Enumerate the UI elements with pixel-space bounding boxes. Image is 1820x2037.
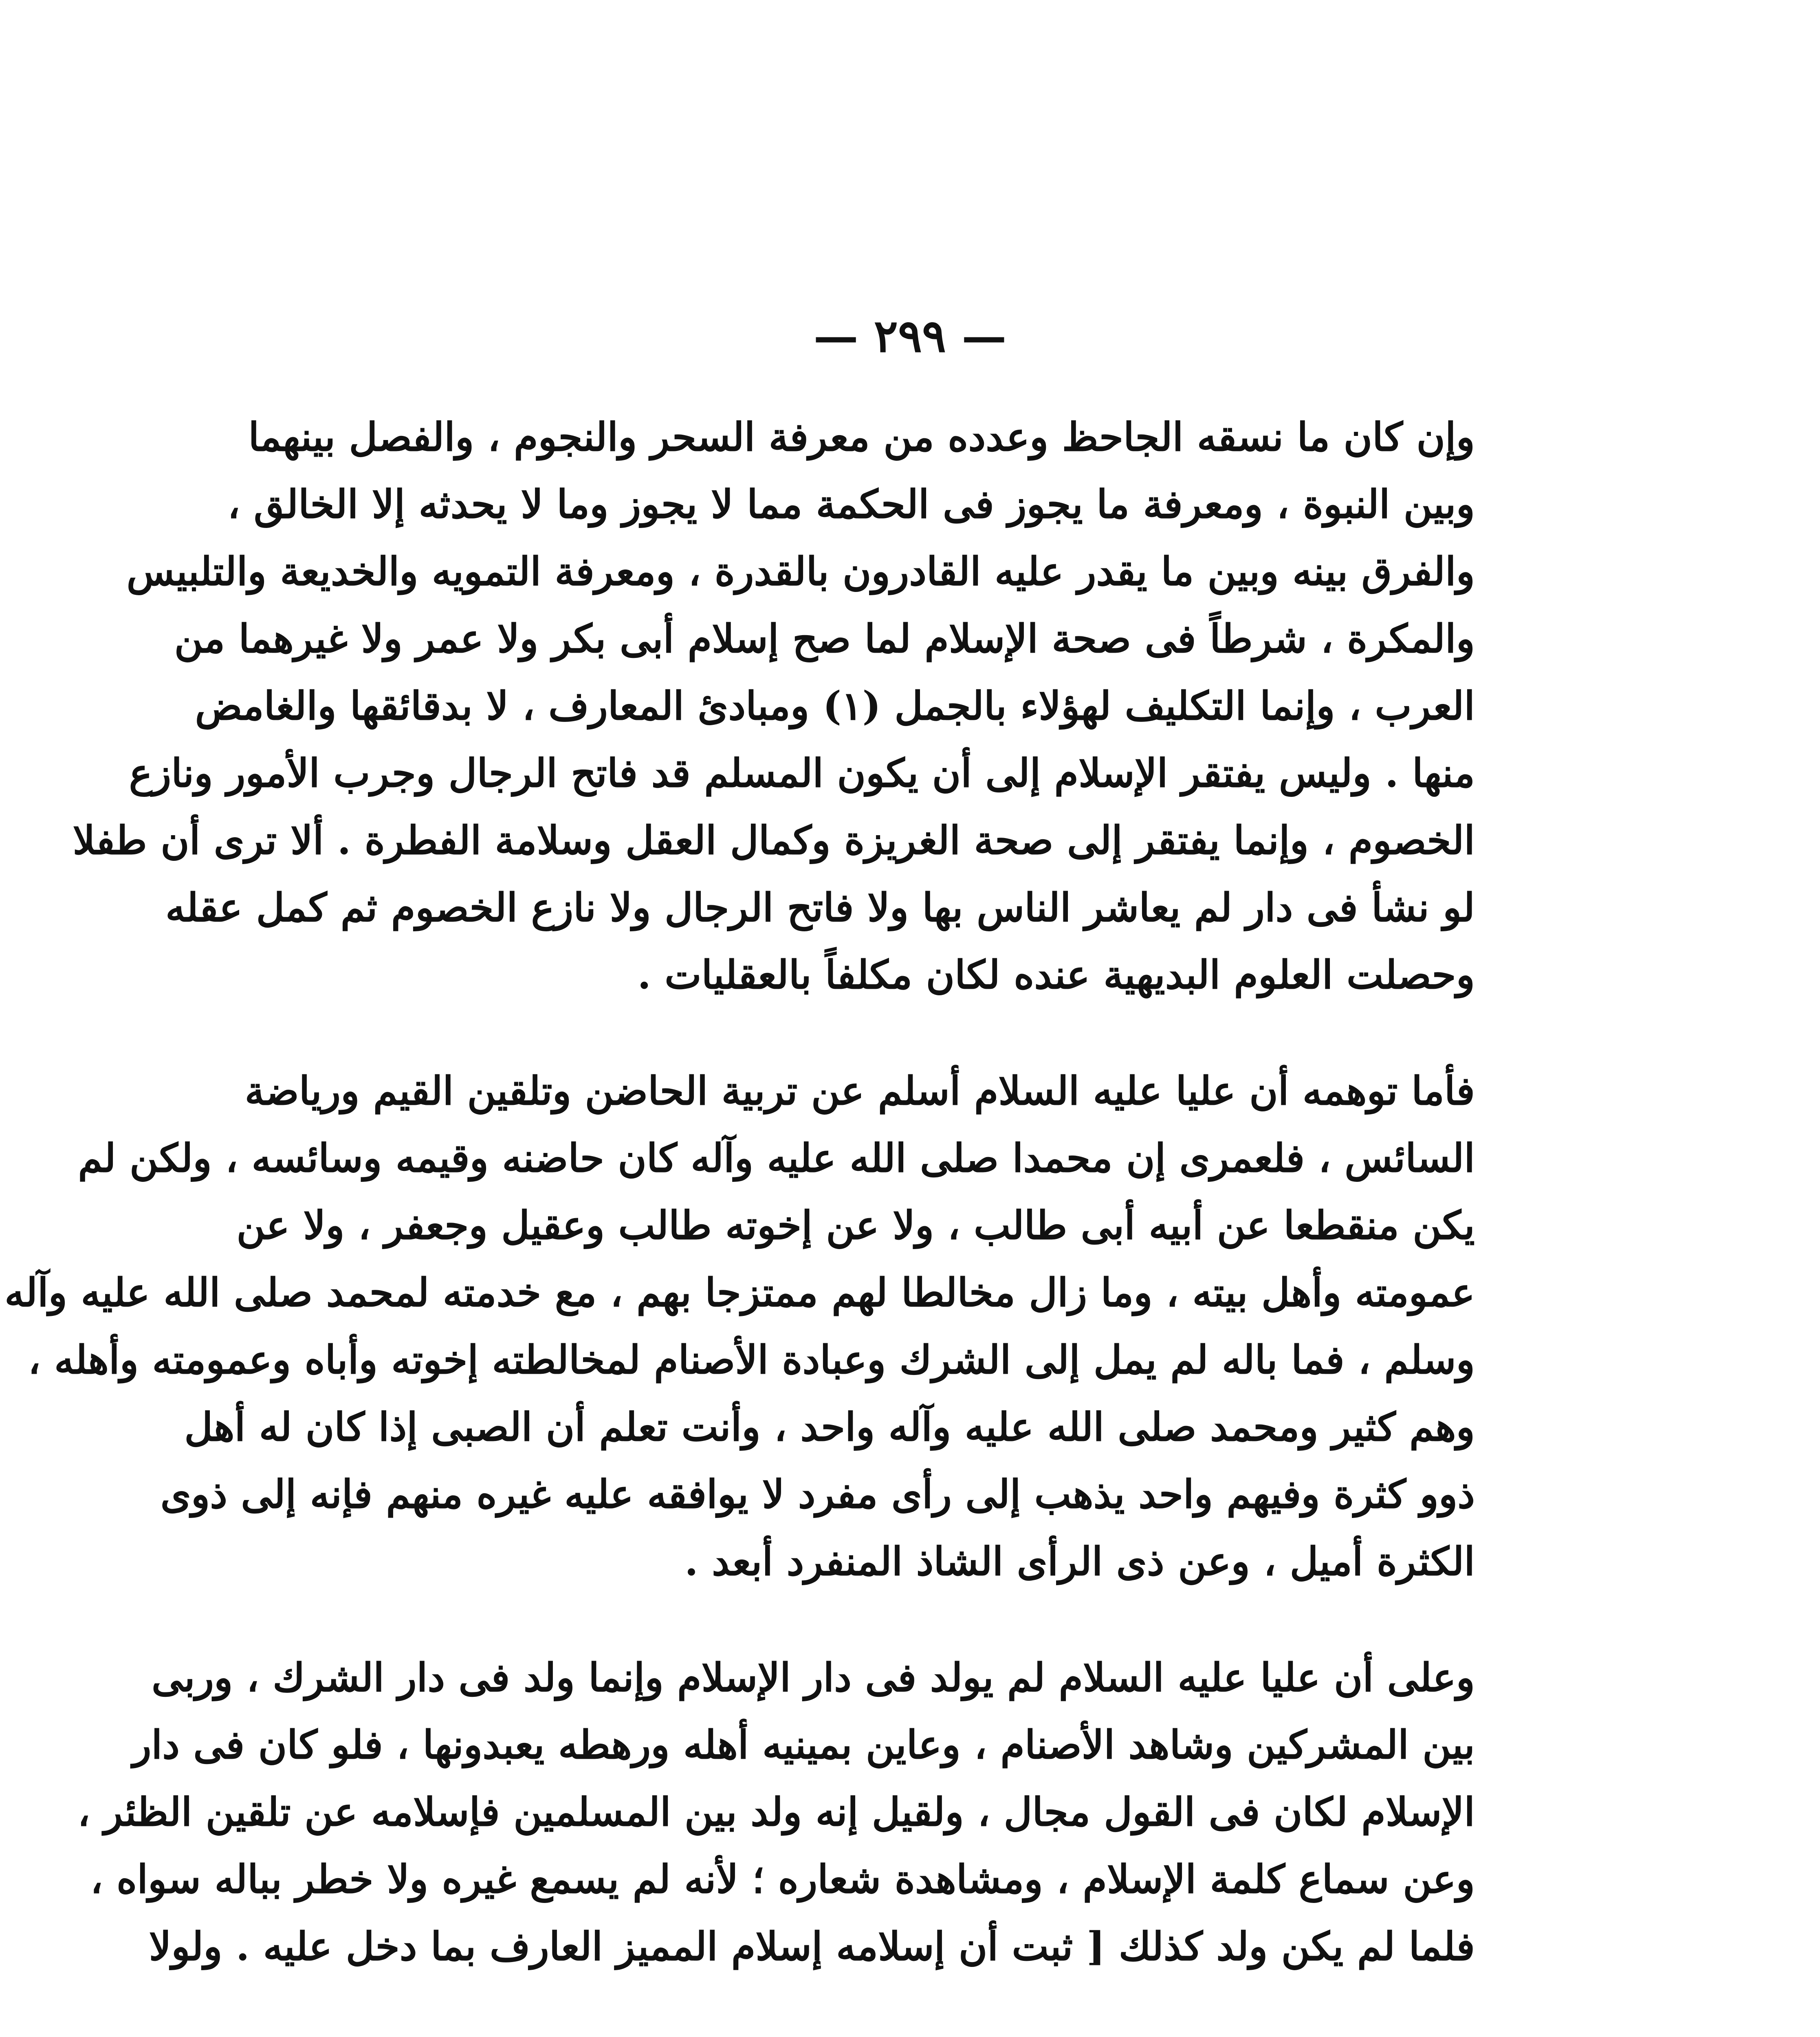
text-line: وحصلت العلوم البديهية عنده لكان مكلفاً بالعقليات . bbox=[637, 952, 1475, 998]
paragraph-3 bbox=[77, 1644, 1475, 1980]
text-line: والفرق بينه وبين ما يقدر عليه القادرون بالقدرة ، ومعرفة التمويه والخديعة والتلبيس bbox=[126, 548, 1475, 594]
text-line: الإسلام لكان فى القول مجال ، ولقيل إنه ولد بين المسلمين فإسلامه عن تلقين الظئر ، bbox=[77, 1789, 1475, 1835]
body-text bbox=[4, 403, 1475, 1980]
text-line: عمومته وأهل بيته ، وما زال مخالطا لهم ممتزجا بهم ، مع خدمته لمحمد صلى الله عليه وآله bbox=[4, 1269, 1475, 1315]
text-line: وسلم ، فما باله لم يمل إلى الشرك وعبادة الأصنام لمخالطته إخوته وأباه وعمومته وأهله ، bbox=[28, 1337, 1475, 1383]
text-line: لو نشأ فى دار لم يعاشر الناس بها ولا فاتح الرجال ولا نازع الخصوم ثم كمل عقله bbox=[165, 884, 1475, 931]
text-line: الكثرة أميل ، وعن ذى الرأى الشاذ المنفرد أبعد . bbox=[684, 1538, 1475, 1584]
text-line: يكن منقطعا عن أبيه أبى طالب ، ولا عن إخوته طالب وعقيل وجعفر ، ولا عن bbox=[236, 1202, 1475, 1248]
text-line: ذوو كثرة وفيهم واحد يذهب إلى رأى مفرد لا يوافقه عليه غيره منهم فإنه إلى ذوى bbox=[160, 1471, 1475, 1517]
text-line: وبين النبوة ، ومعرفة ما يجوز فى الحكمة مما لا يجوز وما لا يحدثه إلا الخالق ، bbox=[227, 481, 1475, 527]
text-line: فأما توهمه أن عليا عليه السلام أسلم عن تربية الحاضن وتلقين القيم ورياضة bbox=[244, 1068, 1475, 1114]
text-line: بين المشركين وشاهد الأصنام ، وعاين بمينيه أهله ورهطه يعبدونها ، فلو كان فى دار bbox=[132, 1722, 1475, 1768]
text-line: والمكرة ، شرطاً فى صحة الإسلام لما صح إسلام أبى بكر ولا عمر ولا غيرهما من bbox=[174, 616, 1475, 662]
text-line: السائس ، فلعمرى إن محمدا صلى الله عليه وآله كان حاضنه وقيمه وسائسه ، ولكن لم bbox=[78, 1135, 1475, 1181]
text-line: وإن كان ما نسقه الجاحظ وعدده من معرفة السحر والنجوم ، والفصل بينهما bbox=[248, 414, 1475, 460]
text-line: العرب ، وإنما التكليف لهؤلاء بالجمل (١) ومبادئ المعارف ، لا بدقائقها والغامض bbox=[195, 683, 1475, 729]
paragraph-2 bbox=[4, 1057, 1475, 1595]
text-line: وهم كثير ومحمد صلى الله عليه وآله واحد ، وأنت تعلم أن الصبى إذا كان له أهل bbox=[184, 1404, 1475, 1450]
text-line: الخصوم ، وإنما يفتقر إلى صحة الغريزة وكمال العقل وسلامة الفطرة . ألا ترى أن طفلا bbox=[73, 817, 1475, 863]
text-line: منها . وليس يفتقر الإسلام إلى أن يكون المسلم قد فاتح الرجال وجرب الأمور ونازع bbox=[129, 750, 1475, 796]
text-line: وعلى أن عليا عليه السلام لم يولد فى دار الإسلام وإنما ولد فى دار الشرك ، وربى bbox=[151, 1654, 1475, 1700]
text-line: وعن سماع كلمة الإسلام ، ومشاهدة شعاره ؛ لأنه لم يسمع غيره ولا خطر بباله سواه ، bbox=[90, 1856, 1475, 1902]
text-line: فلما لم يكن ولد كذلك [ ثبت أن إسلامه إسلام المميز العارف بما دخل عليه . ولولا bbox=[149, 1923, 1475, 1969]
paragraph-1 bbox=[73, 403, 1475, 1008]
page-number: — ٢٩٩ — bbox=[813, 310, 1007, 362]
